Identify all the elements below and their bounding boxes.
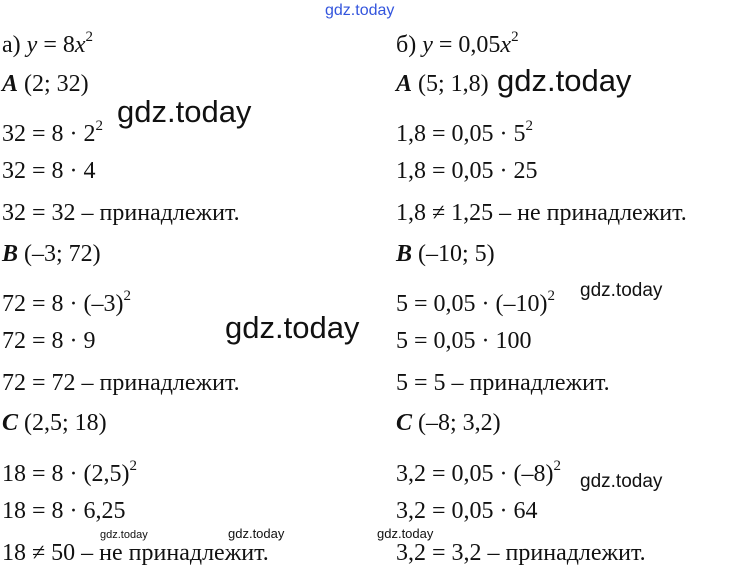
- right-c-step-1-exp: 2: [553, 458, 562, 474]
- right-point-a: [396, 70, 489, 98]
- left-b-result: [2, 369, 240, 397]
- right-point-c: [396, 409, 501, 437]
- left-a-step-2-text: 32 = 8 · 4: [2, 158, 96, 184]
- right-a-step-1-exp: 2: [525, 118, 534, 134]
- watermark-top: gdz.today: [325, 2, 395, 19]
- right-c-step-1-text: 3,2 = 0,05 · (–8): [396, 461, 554, 487]
- right-b-result: [396, 369, 610, 397]
- left-point-c-label: C: [2, 410, 19, 436]
- left-header-eq: = 8: [37, 32, 75, 58]
- left-point-c-coords: (2,5; 18): [18, 410, 107, 436]
- left-b-result-text: 72 = 72 – принадлежит.: [2, 370, 240, 396]
- left-a-step-2: [2, 157, 96, 185]
- left-c-step-1-text: 18 = 8 · (2,5): [2, 461, 130, 487]
- watermark-2: gdz.today: [497, 63, 632, 98]
- right-c-result-text: 3,2 = 3,2 – принадлежит.: [396, 540, 646, 566]
- left-a-result: [2, 199, 240, 227]
- right-point-b: [396, 240, 495, 268]
- right-c-step-2-text: 3,2 = 0,05 · 64: [396, 498, 538, 524]
- left-b-step-2: [2, 327, 96, 355]
- left-point-a-coords: (2; 32): [18, 71, 89, 97]
- right-b-step-1: [396, 284, 555, 318]
- right-b-step-1-text: 5 = 0,05 · (–10): [396, 291, 548, 317]
- right-a-result-text: 1,8 ≠ 1,25 – не принадлежит.: [396, 200, 687, 226]
- right-a-step-2: [396, 157, 538, 185]
- right-b-result-text: 5 = 5 – принадлежит.: [396, 370, 610, 396]
- right-point-a-label: A: [396, 71, 413, 97]
- left-c-step-2-text: 18 = 8 · 6,25: [2, 498, 126, 524]
- left-c-step-2: [2, 497, 126, 525]
- right-point-b-coords: (–10; 5): [412, 241, 495, 267]
- right-a-step-2-text: 1,8 = 0,05 · 25: [396, 158, 538, 184]
- watermark-6: gdz.today: [100, 529, 148, 541]
- right-a-step-1: [396, 114, 533, 148]
- right-c-step-1: [396, 454, 561, 488]
- left-a-result-text: 32 = 32 – принадлежит.: [2, 200, 240, 226]
- watermark-8: gdz.today: [377, 526, 434, 541]
- left-point-b: [2, 240, 101, 268]
- right-a-step-1-text: 1,8 = 0,05 · 5: [396, 121, 526, 147]
- watermark-7: gdz.today: [228, 526, 285, 541]
- left-c-result: [2, 539, 269, 567]
- right-header-x: x: [500, 32, 512, 58]
- left-b-step-1: [2, 284, 131, 318]
- left-b-step-1-exp: 2: [123, 288, 132, 304]
- left-c-step-1-exp: 2: [129, 458, 138, 474]
- watermark-5: gdz.today: [580, 471, 663, 492]
- right-a-result: [396, 199, 687, 227]
- right-header-formula: [396, 25, 519, 59]
- right-b-step-2: [396, 327, 532, 355]
- left-c-result-text: 18 ≠ 50 – не принадлежит.: [2, 540, 269, 566]
- right-c-result: [396, 539, 646, 567]
- watermark-4: gdz.today: [580, 280, 663, 301]
- right-header-var: y: [422, 32, 433, 58]
- right-point-a-coords: (5; 1,8): [412, 71, 489, 97]
- left-a-step-1: [2, 114, 103, 148]
- right-b-step-1-exp: 2: [547, 288, 556, 304]
- left-header-var: y: [26, 32, 38, 58]
- right-point-b-label: B: [396, 241, 413, 267]
- left-c-step-1: [2, 454, 137, 488]
- left-point-b-label: B: [2, 241, 19, 267]
- left-point-b-coords: (–3; 72): [18, 241, 101, 267]
- left-b-step-1-text: 72 = 8 · (–3): [2, 291, 124, 317]
- left-header-formula: [2, 25, 93, 59]
- left-header-exponent: 2: [85, 29, 94, 45]
- left-header-prefix: а): [2, 32, 27, 58]
- right-c-step-2: [396, 497, 538, 525]
- watermark-3: gdz.today: [225, 310, 360, 345]
- right-b-step-2-text: 5 = 0,05 · 100: [396, 328, 532, 354]
- right-header-exponent: 2: [511, 29, 519, 45]
- left-point-a: [2, 70, 89, 98]
- left-point-c: [2, 409, 107, 437]
- right-point-c-label: C: [396, 410, 413, 436]
- left-a-step-1-text: 32 = 8 · 2: [2, 121, 96, 147]
- left-a-step-1-exp: 2: [95, 118, 104, 134]
- watermark-1: gdz.today: [117, 94, 252, 129]
- left-b-step-2-text: 72 = 8 · 9: [2, 328, 96, 354]
- right-header-prefix: б): [396, 32, 423, 58]
- right-point-c-coords: (–8; 3,2): [412, 410, 501, 436]
- left-header-x: x: [74, 32, 86, 58]
- right-header-eq: = 0,05: [432, 32, 501, 58]
- left-point-a-label: A: [2, 71, 19, 97]
